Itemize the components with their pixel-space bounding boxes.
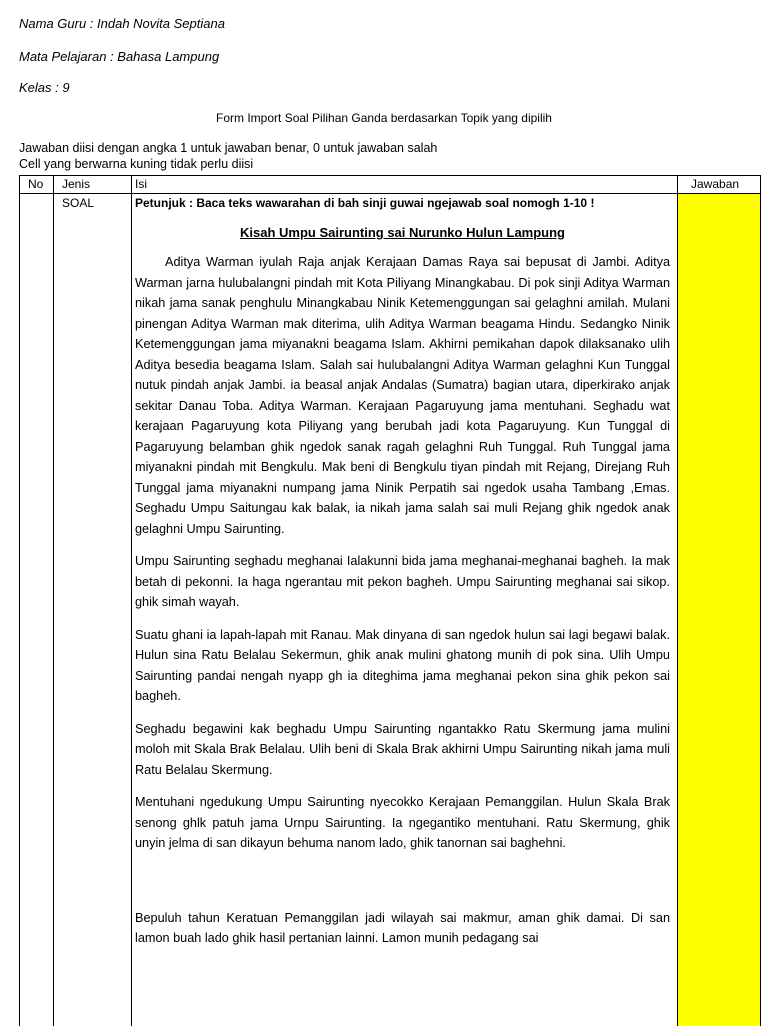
- yellow-cell-note: Cell yang berwarna kuning tidak perlu diisi: [19, 157, 254, 171]
- header-row-line: [20, 193, 761, 194]
- story-paragraph: Bepuluh tahun Keratuan Pemanggilan jadi wilayah sai makmur, aman ghik damai. Di san lamon buah lado ghik hasil pertanian lainni. Lamon munih pedagang sai: [135, 910, 670, 945]
- teacher-name: Nama Guru : Indah Novita Septiana: [19, 16, 225, 31]
- story-paragraph: Seghadu begawini kak beghadu Umpu Sairunting ngantakko Ratu Skermung jama mulini moloh mit Skala Brak Belalau. Ulih beni di Skala Brak akhirni Umpu Sairunting nikah jama muli Ratu Belalau Skermung.: [135, 721, 670, 777]
- col-divider-jawaban: [677, 176, 761, 1026]
- story-title: Kisah Umpu Sairunting sai Nurunko Hulun Lampung: [239, 225, 565, 240]
- class-level: Kelas : 9: [19, 80, 70, 95]
- header-jenis: Jenis: [62, 177, 91, 191]
- answer-instruction: Jawaban diisi dengan angka 1 untuk jawaban benar, 0 untuk jawaban salah: [19, 141, 438, 155]
- col-divider-no: [20, 176, 54, 1026]
- question-instruction: Petunjuk : Baca teks wawarahan di bah sinji guwai ngejawab soal nomogh 1-10 !: [135, 196, 595, 210]
- story-paragraph: Mentuhani ngedukung Umpu Sairunting nyecokko Kerajaan Pemanggilan. Hulun Skala Brak senong ghlk patuh jama Urnpu Sairunting. Ia ngegantiko mentuhani. Ratu Skermung, ghik unyin jelma di san dikayun behuma nanom lado, ghik tanornan sai baghehni.: [135, 795, 670, 850]
- col-divider-jenis: [53, 176, 132, 1026]
- header-jawaban: Jawaban: [691, 177, 740, 191]
- paragraph-gap: [135, 866, 670, 908]
- story-paragraph: Aditya Warman iyulah Raja anjak Kerajaan Damas Raya sai bepusat di Jambi. Aditya Warman jarna hulubalangni pindah mit Kota Piliyang Minangkabau. Di pok sinji Aditya Warman nikah jama sanak penghulu Minangkabau Ninik Ketemenggungan sai gelaghni amilah. Mulani pinengan Aditya Warman mak diterima, ulih Aditya Warman beagama Hindu. Sedangko Ninik Ketemenggungan jama miyanakni beagama Islam. Akhirni pemikahan dapok dilaksanako ulih Aditya besedia beagama Islam. Salah sai hulubalangni Aditya Warman gelaghni Kun Tunggal nutuk pindah anjak Jambi. ia beasal anjak Andalas (Sumatra) bagian utara, diperkirako anjak sekitar Danau Toba. Aditya Warman. Kerajaan Pagaruyung jama mentuhani. Seghadu wat kerajaan Pagaruyung kota Piliyang yang berubah jadi kota Pagaruyung. Kun Tunggal di Pagaruyung belamban ghik ngedok sanak ragah gelaghni Ruh Tunggal. Ruh Tunggal jama miyanakni pindah mit Bengkulu. Mak beni di Bengkulu tiyan pindah mit Rejang, Direjang Ruh Tunggal jama miyanakni numpang jama Ninik Perpatih sai ngedok usaha Tambang ,Emas. Seghadu Umpu Saitungau kak balak, ia nikah jama salah sai muli Rejang ghik ngedok anak gelaghni Umpu Sairunting.: [135, 255, 670, 536]
- header-no: No: [28, 177, 44, 191]
- subject: Mata Pelajaran : Bahasa Lampung: [19, 49, 220, 64]
- header-isi: Isi: [135, 177, 147, 191]
- story-paragraph: Umpu Sairunting seghadu meghanai Ialakunni bida jama meghanai-meghanai bagheh. Ia mak betah di pekonni. Ia haga ngerantau mit pekon bagheh. Umpu Sairunting meghanai sai sikop. ghik simah wayah.: [135, 554, 670, 609]
- question-content[interactable]: [135, 195, 670, 961]
- question-table: [19, 175, 761, 1026]
- story-paragraph: Suatu ghani ia lapah-lapah mit Ranau. Mak dinyana di san ngedok hulun sai lagi begawi balak. Hulun sina Ratu Belalau Sekermun, ghik anak mulini ghatong munih di pok sina. Ulih Umpu Sairunting pandai nengah nyapp gh ia diteghima jama meghanai pekon sina ghik pekon sai bagheh.: [135, 627, 670, 703]
- row-type: SOAL: [62, 196, 95, 210]
- form-title: Form Import Soal Pilihan Ganda berdasarkan Topik yang dipilih: [216, 111, 552, 125]
